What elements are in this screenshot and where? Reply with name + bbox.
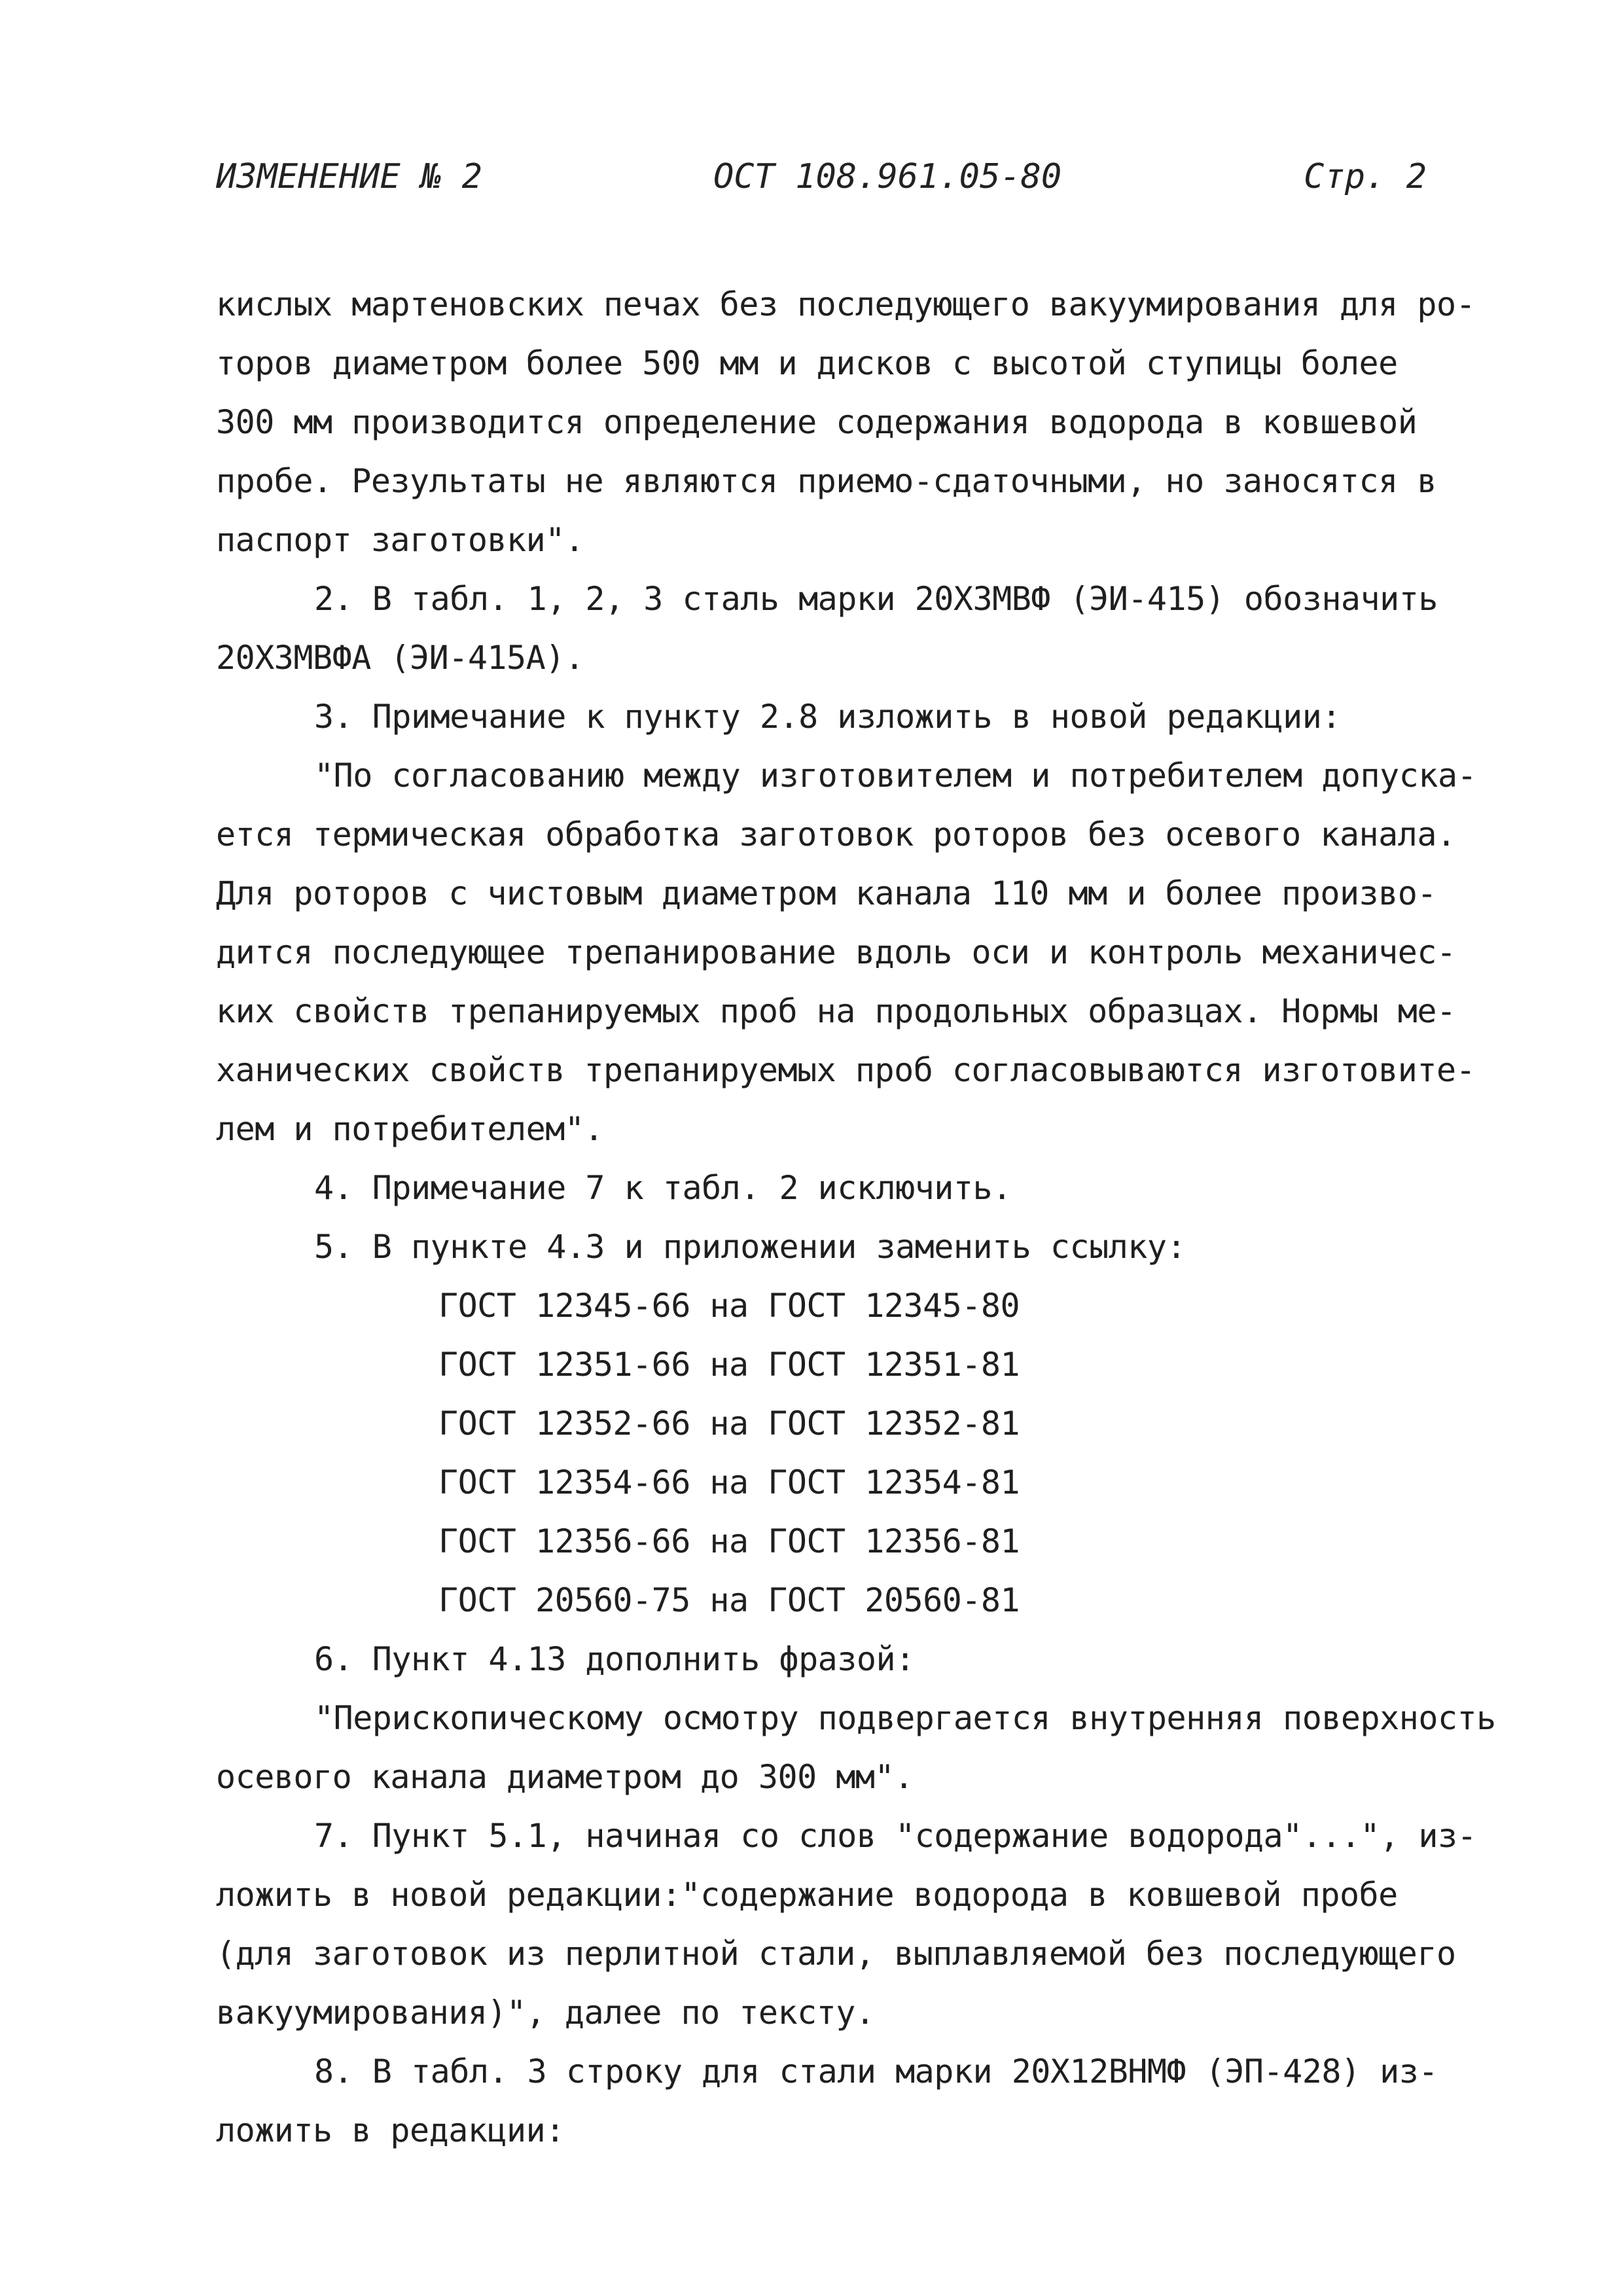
page-header xyxy=(216,157,1427,209)
body-line: дится последующее трепанирование вдоль оси и контроль механичес- xyxy=(216,933,1456,971)
amendment-number: ИЗМЕНЕНИЕ № 2 xyxy=(216,157,482,196)
body-line: лем и потребителем". xyxy=(216,1110,604,1148)
quote-line: "По согласованию между изготовителем и потребителем допуска- xyxy=(314,757,1477,795)
body-line: кислых мартеновских печах без последующего вакуумирования для ро- xyxy=(216,285,1476,323)
body-line: Для роторов с чистовым диаметром канала 110 мм и более произво- xyxy=(216,874,1436,912)
body-line: ложить в редакции: xyxy=(216,2111,565,2149)
body-line: ких свойств трепанируемых проб на продольных образцах. Нормы ме- xyxy=(216,992,1456,1030)
body-line: пробе. Результаты не являются приемо-сдаточными, но заносятся в xyxy=(216,462,1436,500)
body-line: вакуумирования)", далее по тексту. xyxy=(216,1994,875,2032)
item-3: 3. Примечание к пункту 2.8 изложить в новой редакции: xyxy=(314,698,1341,736)
standard-code: ОСТ 108.961.05-80 xyxy=(713,157,1062,196)
gost-replacement: ГОСТ 12345-66 на ГОСТ 12345-80 xyxy=(438,1287,1020,1325)
gost-replacement: ГОСТ 12351-66 на ГОСТ 12351-81 xyxy=(438,1346,1020,1384)
page-number: Стр. 2 xyxy=(1304,157,1427,196)
body-line: ханических свойств трепанируемых проб согласовываются изготовите- xyxy=(216,1051,1476,1089)
item-8: 8. В табл. 3 строку для стали марки 20Х12ВНМФ (ЭП-428) из- xyxy=(314,2053,1438,2090)
gost-replacement: ГОСТ 20560-75 на ГОСТ 20560-81 xyxy=(438,1581,1020,1619)
item-5: 5. В пункте 4.3 и приложении заменить ссылку: xyxy=(314,1228,1186,1266)
quote-line: "Перископическому осмотру подвергается внутренняя поверхность xyxy=(314,1699,1496,1737)
gost-replacement: ГОСТ 12356-66 на ГОСТ 12356-81 xyxy=(438,1522,1020,1560)
body-line: (для заготовок из перлитной стали, выплавляемой без последующего xyxy=(216,1935,1456,1973)
body-line: ложить в новой редакции:"содержание водорода в ковшевой пробе xyxy=(216,1876,1398,1914)
item-2: 2. В табл. 1, 2, 3 сталь марки 20Х3МВФ (ЭИ-415) обозначить xyxy=(314,580,1438,618)
body-line: осевого канала диаметром до 300 мм". xyxy=(216,1758,914,1796)
body-line: торов диаметром более 500 мм и дисков с высотой ступицы более xyxy=(216,344,1398,382)
gost-replacement: ГОСТ 12352-66 на ГОСТ 12352-81 xyxy=(438,1405,1020,1443)
item-6: 6. Пункт 4.13 дополнить фразой: xyxy=(314,1640,915,1678)
item-7: 7. Пункт 5.1, начиная со слов "содержание водорода"...", из- xyxy=(314,1817,1477,1855)
body-line: ется термическая обработка заготовок роторов без осевого канала. xyxy=(216,816,1456,853)
body-line: 20Х3МВФА (ЭИ-415А). xyxy=(216,639,584,677)
item-4: 4. Примечание 7 к табл. 2 исключить. xyxy=(314,1169,1012,1207)
body-line: паспорт заготовки". xyxy=(216,521,584,559)
body-line: 300 мм производится определение содержания водорода в ковшевой xyxy=(216,403,1418,441)
gost-replacement: ГОСТ 12354-66 на ГОСТ 12354-81 xyxy=(438,1463,1020,1501)
